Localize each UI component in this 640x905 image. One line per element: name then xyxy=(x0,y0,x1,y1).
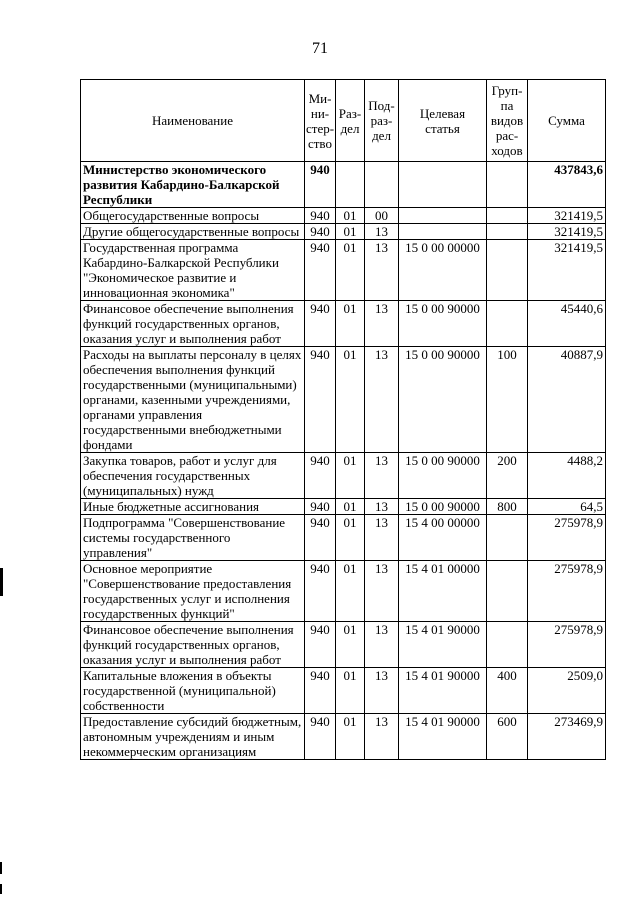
row-name: Финансовое обеспечение выполнения функций государственных органов, оказания услуг и выполнения работ xyxy=(81,301,305,347)
row-target: 15 4 01 90000 xyxy=(399,622,487,668)
row-target xyxy=(399,224,487,240)
header-group-line: па xyxy=(500,98,514,113)
header-sum: Сумма xyxy=(528,80,606,162)
row-subsection: 13 xyxy=(365,561,399,622)
header-target xyxy=(399,80,487,162)
table-row xyxy=(81,224,606,240)
row-target: 15 0 00 90000 xyxy=(399,499,487,515)
row-group xyxy=(487,224,528,240)
header-subsection xyxy=(365,80,399,162)
header-name: Наименование xyxy=(81,80,305,162)
row-group xyxy=(487,622,528,668)
row-subsection: 13 xyxy=(365,301,399,347)
row-subsection xyxy=(365,162,399,208)
row-name: Подпрограмма "Совершенствование системы государственного управления" xyxy=(81,515,305,561)
row-name: Другие общегосударственные вопросы xyxy=(81,224,305,240)
header-section-line: дел xyxy=(340,120,360,136)
row-name: Иные бюджетные ассигнования xyxy=(81,499,305,515)
row-subsection: 13 xyxy=(365,347,399,453)
row-group: 400 xyxy=(487,668,528,714)
row-group xyxy=(487,162,528,208)
row-group xyxy=(487,240,528,301)
row-name: Расходы на выплаты персоналу в целях обеспечения выполнения функций государственными (муниципальными) органами, казенными учреждениями, органами управления государственными внебюджетными фондами xyxy=(81,347,305,453)
row-target: 15 4 01 00000 xyxy=(399,561,487,622)
table-row xyxy=(81,499,606,515)
row-sum: 45440,6 xyxy=(528,301,606,347)
row-group xyxy=(487,208,528,224)
row-ministry: 940 xyxy=(305,622,336,668)
page-number: 71 xyxy=(312,40,328,57)
header-section xyxy=(336,80,365,162)
row-ministry: 940 xyxy=(305,453,336,499)
budget-table xyxy=(80,79,606,760)
row-group xyxy=(487,515,528,561)
row-section: 01 xyxy=(336,208,365,224)
table-row xyxy=(81,515,606,561)
row-sum: 273469,9 xyxy=(528,714,606,760)
row-subsection: 13 xyxy=(365,714,399,760)
header-target-line: Целевая xyxy=(419,105,466,121)
row-target: 15 0 00 00000 xyxy=(399,240,487,301)
row-sum: 275978,9 xyxy=(528,622,606,668)
row-subsection: 13 xyxy=(365,240,399,301)
row-subsection: 13 xyxy=(365,453,399,499)
row-sum: 437843,6 xyxy=(528,162,606,208)
row-name: Министерство экономического развития Кабардино-Балкарской Республики xyxy=(81,162,305,208)
row-target: 15 0 00 90000 xyxy=(399,347,487,453)
row-target: 15 0 00 90000 xyxy=(399,301,487,347)
header-group-line: рас- xyxy=(495,128,519,143)
header-subsection-line: Под- xyxy=(368,98,395,113)
row-name: Предоставление субсидий бюджетным, автономным учреждениям и иным некоммерческим организациям xyxy=(81,714,305,760)
scan-margin-mark xyxy=(0,862,2,874)
table-row xyxy=(81,453,606,499)
row-name: Основное мероприятие "Совершенствование предоставления государственных услуг и исполнения государственных функций" xyxy=(81,561,305,622)
row-sum: 321419,5 xyxy=(528,240,606,301)
row-subsection: 00 xyxy=(365,208,399,224)
table-row xyxy=(81,240,606,301)
row-subsection: 13 xyxy=(365,515,399,561)
row-group xyxy=(487,561,528,622)
header-ministry xyxy=(305,80,336,162)
row-section: 01 xyxy=(336,499,365,515)
row-target xyxy=(399,162,487,208)
row-ministry: 940 xyxy=(305,561,336,622)
row-section: 01 xyxy=(336,714,365,760)
row-target: 15 4 01 90000 xyxy=(399,714,487,760)
row-group: 200 xyxy=(487,453,528,499)
row-sum: 275978,9 xyxy=(528,515,606,561)
table-row xyxy=(81,301,606,347)
row-ministry: 940 xyxy=(305,668,336,714)
row-name: Капитальные вложения в объекты государственной (муниципальной) собственности xyxy=(81,668,305,714)
row-group: 800 xyxy=(487,499,528,515)
row-target: 15 4 00 00000 xyxy=(399,515,487,561)
row-section: 01 xyxy=(336,240,365,301)
row-subsection: 13 xyxy=(365,499,399,515)
header-ministry-line: стер- xyxy=(306,120,335,136)
row-name: Государственная программа Кабардино-Балкарской Республики "Экономическое развитие и инновационная экономика" xyxy=(81,240,305,301)
row-sum: 64,5 xyxy=(528,499,606,515)
row-ministry: 940 xyxy=(305,515,336,561)
row-section: 01 xyxy=(336,668,365,714)
header-target-line: статья xyxy=(425,120,460,136)
row-group xyxy=(487,301,528,347)
row-sum: 275978,9 xyxy=(528,561,606,622)
row-section: 01 xyxy=(336,515,365,561)
header-section-line: Раз- xyxy=(338,105,362,121)
table-row xyxy=(81,714,606,760)
row-ministry: 940 xyxy=(305,347,336,453)
table-row xyxy=(81,208,606,224)
row-ministry: 940 xyxy=(305,714,336,760)
row-ministry: 940 xyxy=(305,499,336,515)
header-subsection-line: дел xyxy=(372,128,391,143)
table-body xyxy=(81,162,606,760)
row-target: 15 4 01 90000 xyxy=(399,668,487,714)
header-subsection-line: раз- xyxy=(370,113,393,128)
row-name: Финансовое обеспечение выполнения функций государственных органов, оказания услуг и выполнения работ xyxy=(81,622,305,668)
row-group: 600 xyxy=(487,714,528,760)
header-ministry-line: ство xyxy=(307,135,332,151)
row-name: Закупка товаров, работ и услуг для обеспечения государственных (муниципальных) нужд xyxy=(81,453,305,499)
header-group-line: ходов xyxy=(491,143,523,158)
row-sum: 4488,2 xyxy=(528,453,606,499)
row-section: 01 xyxy=(336,453,365,499)
row-name: Общегосударственные вопросы xyxy=(81,208,305,224)
row-ministry: 940 xyxy=(305,240,336,301)
row-section: 01 xyxy=(336,224,365,240)
row-target: 15 0 00 90000 xyxy=(399,453,487,499)
table-row xyxy=(81,561,606,622)
header-group-line: Груп- xyxy=(491,83,523,98)
row-subsection: 13 xyxy=(365,622,399,668)
header-group xyxy=(487,80,528,162)
scan-margin-mark xyxy=(0,568,3,596)
row-target xyxy=(399,208,487,224)
row-section: 01 xyxy=(336,622,365,668)
row-sum: 321419,5 xyxy=(528,224,606,240)
table-row xyxy=(81,668,606,714)
row-section: 01 xyxy=(336,347,365,453)
row-ministry: 940 xyxy=(305,224,336,240)
row-sum: 2509,0 xyxy=(528,668,606,714)
row-section: 01 xyxy=(336,561,365,622)
row-subsection: 13 xyxy=(365,668,399,714)
row-sum: 40887,9 xyxy=(528,347,606,453)
row-group: 100 xyxy=(487,347,528,453)
row-sum: 321419,5 xyxy=(528,208,606,224)
table-header-row xyxy=(81,80,606,162)
table-row xyxy=(81,622,606,668)
row-ministry: 940 xyxy=(305,301,336,347)
header-ministry-line: Ми- xyxy=(308,90,332,106)
row-section xyxy=(336,162,365,208)
row-ministry: 940 xyxy=(305,208,336,224)
row-subsection: 13 xyxy=(365,224,399,240)
table-row xyxy=(81,347,606,453)
row-section: 01 xyxy=(336,301,365,347)
header-group-line: видов xyxy=(490,113,524,128)
table-row xyxy=(81,162,606,208)
scan-margin-mark xyxy=(0,884,2,894)
row-ministry: 940 xyxy=(305,162,336,208)
header-ministry-line: ни- xyxy=(310,105,330,121)
